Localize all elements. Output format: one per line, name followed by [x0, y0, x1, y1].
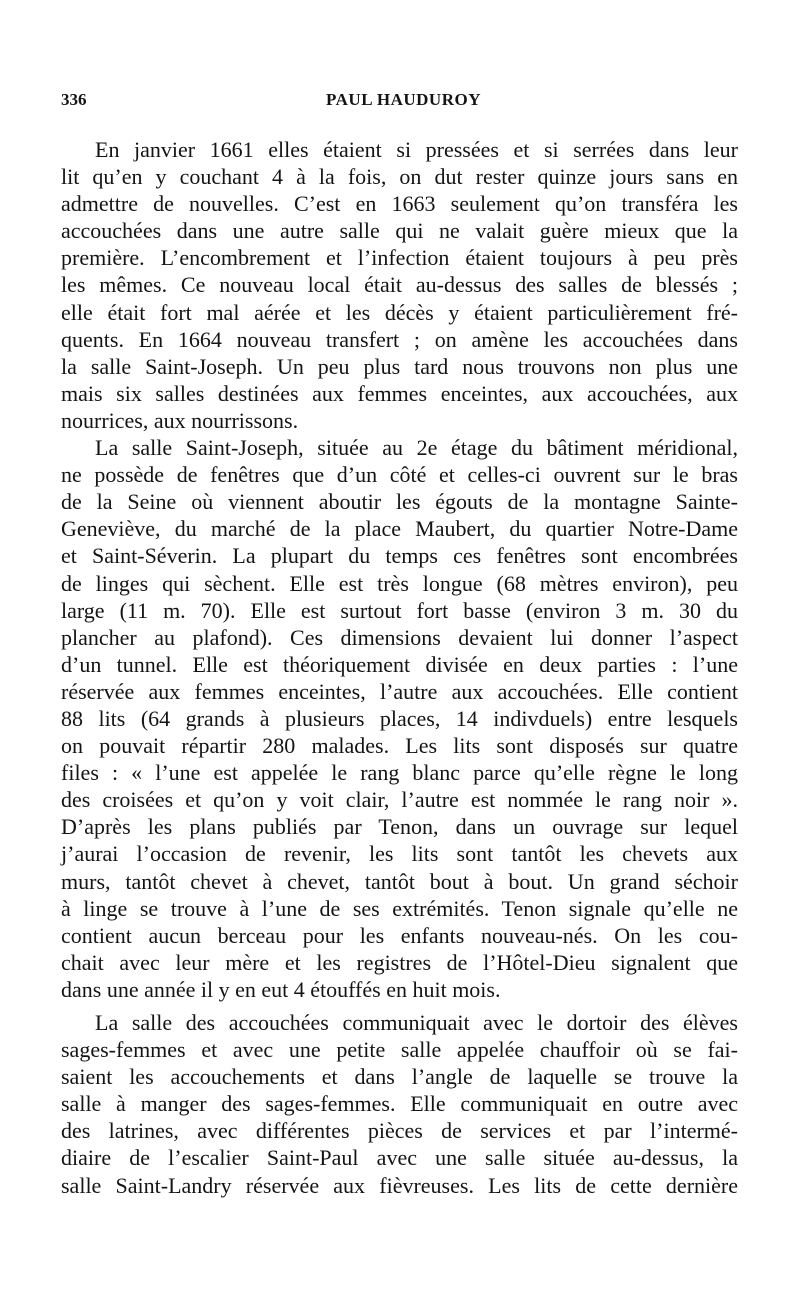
- text-line: En janvier 1661 elles étaient si pressées et si serrées dans leur: [95, 137, 738, 162]
- text-line: première. L’encombrement et l’infection étaient toujours à peu près: [61, 245, 738, 271]
- text-line: quents. En 1664 nouveau transfert ; on amène les accouchées dans: [61, 326, 738, 352]
- text-line: admettre de nouvelles. C’est en 1663 seulement qu’on transféra les: [61, 191, 738, 217]
- text-line: accouchées dans une autre salle qui ne valait guère mieux que la: [61, 218, 738, 244]
- text-line: des croisées et qu’on y voit clair, l’autre est nommée le rang noir ».: [61, 787, 738, 813]
- text-line: La salle Saint-Joseph, située au 2e étage du bâtiment méridional,: [95, 435, 738, 461]
- page-number: 336: [61, 90, 87, 109]
- text-line: La salle des accouchées communiquait avec le dortoir des élèves: [95, 1010, 738, 1035]
- text-line: Geneviève, du marché de la place Maubert, du quartier Notre-Dame: [61, 516, 738, 542]
- text-line: les mêmes. Ce nouveau local était au-dessus des salles de blessés ;: [61, 272, 738, 298]
- body-text: [61, 136, 738, 1199]
- text-line: elle était fort mal aérée et les décès y étaient particulièrement fré-: [61, 299, 738, 325]
- text-line: j’aurai l’occasion de revenir, les lits sont tantôt les chevets aux: [61, 841, 738, 867]
- text-line: files : « l’une est appelée le rang blanc parce qu’elle règne le long: [61, 760, 738, 786]
- text-line: lit qu’en y couchant 4 à la fois, on dut rester quinze jours sans en: [61, 164, 738, 190]
- text-line: contient aucun berceau pour les enfants nouveau-nés. On les cou-: [61, 922, 738, 948]
- book-page: [61, 86, 738, 1199]
- text-line: salle à manger des sages-femmes. Elle communiquait en outre avec: [61, 1091, 738, 1117]
- text-line: ne possède de fenêtres que d’un côté et celles-ci ouvrent sur le bras: [61, 462, 738, 488]
- text-line: des latrines, avec différentes pièces de services et par l’intermé-: [61, 1118, 738, 1144]
- text-line: on pouvait répartir 280 malades. Les lits sont disposés sur quatre: [61, 733, 738, 759]
- text-line: 88 lits (64 grands à plusieurs places, 14 indivduels) entre lesquels: [61, 705, 738, 731]
- text-line: d’un tunnel. Elle est théoriquement divisée en deux parties : l’une: [61, 651, 738, 677]
- text-line: salle Saint-Landry réservée aux fièvreuses. Les lits de cette dernière: [61, 1172, 738, 1198]
- paragraph-3: [61, 1009, 738, 1199]
- text-line: réservée aux femmes enceintes, l’autre aux accouchées. Elle contient: [61, 678, 738, 704]
- text-line: chait avec leur mère et les registres de l’Hôtel-Dieu signalent que: [61, 949, 738, 975]
- text-line: nourrices, aux nourrissons.: [61, 407, 299, 433]
- paragraph-2: [61, 434, 738, 1003]
- paragraph-1: [61, 136, 738, 434]
- text-line: à linge se trouve à l’une de ses extrémités. Tenon signale qu’elle ne: [61, 895, 738, 921]
- text-line: la salle Saint-Joseph. Un peu plus tard nous trouvons non plus une: [61, 353, 738, 379]
- text-line: plancher au plafond). Ces dimensions devaient lui donner l’aspect: [61, 624, 738, 650]
- text-line: et Saint-Séverin. La plupart du temps ces fenêtres sont encombrées: [61, 543, 738, 569]
- text-line: dans une année il y en eut 4 étouffés en huit mois.: [61, 976, 501, 1002]
- text-line: de linges qui sèchent. Elle est très longue (68 mètres environ), peu: [61, 570, 738, 596]
- running-title: PAUL HAUDUROY: [326, 90, 481, 109]
- text-line: saient les accouchements et dans l’angle de laquelle se trouve la: [61, 1064, 738, 1090]
- text-line: sages-femmes et avec une petite salle appelée chauffoir où se fai-: [61, 1037, 738, 1063]
- running-head: [61, 86, 738, 118]
- text-line: diaire de l’escalier Saint-Paul avec une salle située au-dessus, la: [61, 1145, 738, 1171]
- text-line: mais six salles destinées aux femmes enceintes, aux accouchées, aux: [61, 380, 738, 406]
- text-line: murs, tantôt chevet à chevet, tantôt bout à bout. Un grand séchoir: [61, 868, 738, 894]
- text-line: D’après les plans publiés par Tenon, dans un ouvrage sur lequel: [61, 814, 738, 840]
- text-line: large (11 m. 70). Elle est surtout fort basse (environ 3 m. 30 du: [61, 597, 738, 623]
- text-line: de la Seine où viennent aboutir les égouts de la montagne Sainte-: [61, 489, 738, 515]
